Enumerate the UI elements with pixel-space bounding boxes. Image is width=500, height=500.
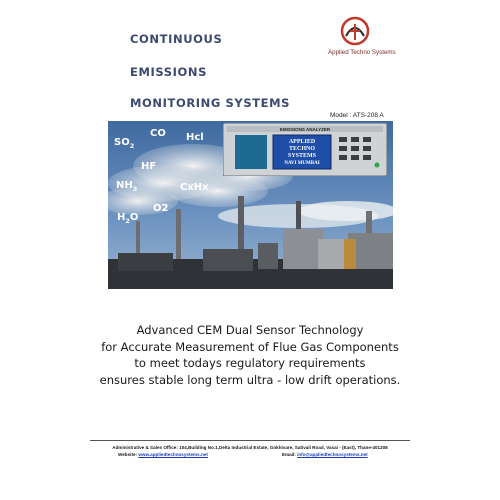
gas-label-o2: O2 <box>153 203 169 214</box>
company-logo <box>328 16 408 62</box>
gas-label-hcl: Hcl <box>186 132 204 143</box>
analyzer-screen-line-4: NAVI MUMBAI <box>284 161 320 166</box>
gas-label-so2: $SO_2$ <box>114 137 135 150</box>
analyzer-screen-line-1: APPLIED <box>288 139 316 145</box>
heading-continuous: CONTINUOUS <box>130 32 223 46</box>
gas-label-nh3: $NH_3$ <box>116 180 138 193</box>
gas-label-cxhx: CxHx <box>180 182 209 193</box>
email-label: Email: <box>282 452 296 457</box>
emissions-analyzer-device <box>223 123 387 176</box>
gas-label-co: CO <box>150 128 166 139</box>
heading-emissions: EMISSIONS <box>130 65 207 79</box>
footer-website <box>118 452 208 457</box>
analyzer-title: EMISSIONS ANALYZER <box>279 127 331 132</box>
product-description <box>60 322 440 388</box>
analyzer-screen-line-3: SYSTEMS <box>287 153 317 159</box>
website-link[interactable]: www.appliedtechnosystems.net <box>138 452 208 457</box>
footer-address: Administrative & Sales Office: 104,Building No.1,Delta Industrial Estate, Gokhivare, Sativali Road, Vasai - (East), Thane-401208 <box>112 445 388 450</box>
gas-label-hf: HF <box>141 161 157 172</box>
ats-logo-icon <box>340 16 370 46</box>
description-line-1: Advanced CEM Dual Sensor Technology <box>136 323 364 337</box>
analyzer-screen-line-2: TECHNO <box>288 146 316 152</box>
description-line-2: for Accurate Measurement of Flue Gas Components <box>101 339 399 354</box>
email-link[interactable]: info@appliedtechnosystems.net <box>297 452 368 457</box>
description-line-4: ensures stable long term ultra - low drift operations. <box>99 372 401 387</box>
description-line-3: to meet todays regulatory requirements <box>134 356 366 370</box>
model-number: Model : ATS-208 A <box>330 112 384 119</box>
footer-email <box>282 452 368 457</box>
heading-monitoring-systems: MONITORING SYSTEMS <box>130 96 291 110</box>
logo-company-name: Applied Techno Systems <box>328 49 396 56</box>
website-label: Website: <box>118 452 138 457</box>
gas-label-h2o: $H_2O$ <box>117 212 139 225</box>
footer-divider <box>90 440 410 441</box>
